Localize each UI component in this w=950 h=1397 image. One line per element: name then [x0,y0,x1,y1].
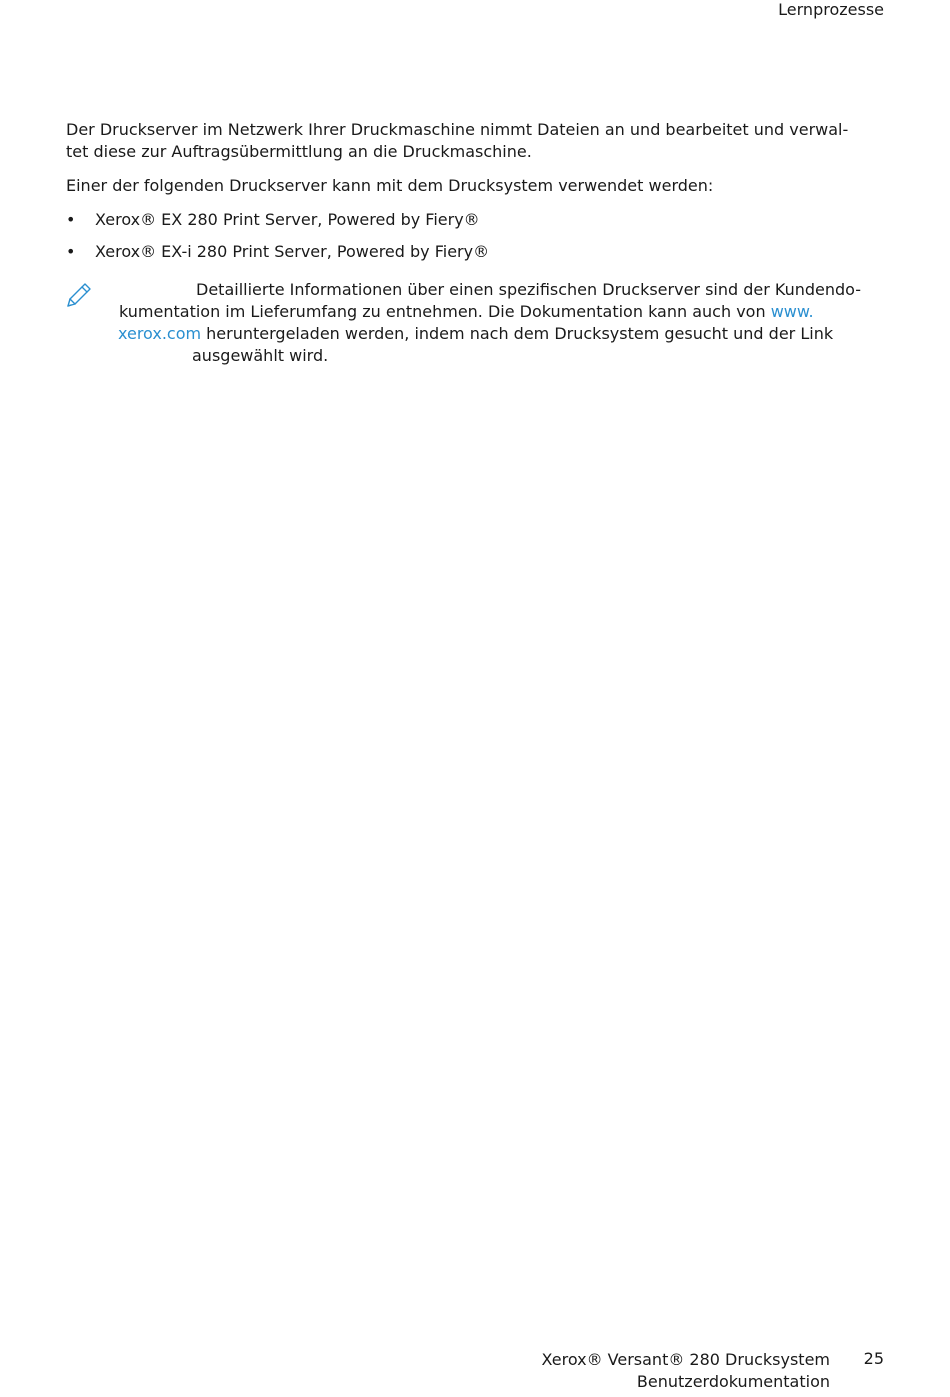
xerox-link-part-2[interactable]: xerox.com [118,324,202,343]
note-line-2 [66,301,886,323]
footer-product-line: Xerox® Versant® 280 Drucksystem [541,1350,830,1369]
note-line-1: Detaillierte Informationen über einen spezifischen Druckserver sind der Kundendo- [196,280,862,299]
list-item-text: Xerox® EX 280 Print Server, Powered by Fiery® [95,210,480,229]
note-text [66,279,886,367]
page-number: 25 [863,1349,884,1368]
intro-paragraph-line-1: Der Druckserver im Netzwerk Ihrer Druckmaschine nimmt Dateien an und bearbeitet und verwal- [66,120,849,139]
note-line-2-text: kumentation im Lieferumfang zu entnehmen. Die Dokumentation kann auch von [119,302,771,321]
server-list [66,209,886,263]
note-line-3-text: heruntergeladen werden, indem nach dem Drucksystem gesucht und der Link [201,324,834,343]
page-content [66,119,886,367]
list-item-text: Xerox® EX-i 280 Print Server, Powered by Fiery® [95,242,490,261]
intro-paragraph-line-2: tet diese zur Auftragsübermittlung an die Druckmaschine. [66,142,532,161]
note-line-3 [66,323,886,345]
bullet-icon: • [66,210,76,229]
footer-doc-type: Benutzerdokumentation [636,1372,830,1391]
intro-paragraph [66,119,886,163]
note-line-4: ausgewählt wird. [192,346,329,365]
note-block [66,279,886,367]
list-item [66,241,886,263]
bullet-icon: • [66,242,76,261]
running-header: Lernprozesse [778,0,884,19]
footer [542,1349,831,1393]
xerox-link-part-1[interactable]: www. [770,302,814,321]
list-item [66,209,886,231]
server-list-intro: Einer der folgenden Druckserver kann mit dem Drucksystem verwendet werden: [66,176,714,195]
